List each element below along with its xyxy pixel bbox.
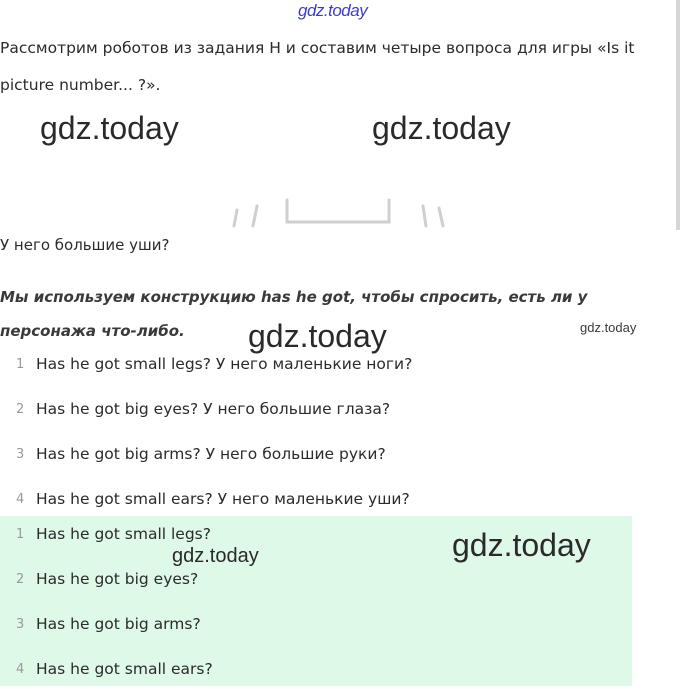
watermark-big-left: gdz.today xyxy=(40,110,179,146)
list-item-text: Has he got big arms? xyxy=(36,615,201,633)
list-item-number: 2 xyxy=(16,402,25,417)
intro-text: Рассмотрим роботов из задания H и составим четыре вопроса для игры «Is it picture number... ?». xyxy=(0,39,635,94)
scrollbar[interactable] xyxy=(676,0,680,230)
list-item-number: 3 xyxy=(16,617,25,632)
list-item-text: Has he got small ears? xyxy=(36,660,213,678)
list-item-text: Has he got big eyes? У него большие глаза? xyxy=(36,400,391,418)
watermark-small-right: gdz.today xyxy=(580,320,637,335)
list-item-text: Has he got big eyes? xyxy=(36,570,199,588)
list-item-text: Has he got big arms? У него большие руки? xyxy=(36,445,386,463)
list-item-number: 1 xyxy=(16,527,25,542)
watermark-box-middle: gdz.today xyxy=(172,545,259,567)
watermark-box-right: gdz.today xyxy=(452,527,591,563)
list-item-number: 1 xyxy=(16,357,25,372)
list-item-number: 4 xyxy=(16,492,25,507)
list-item-number: 3 xyxy=(16,447,25,462)
watermark-middle: gdz.today xyxy=(248,318,387,354)
robot-image-fragment xyxy=(225,196,455,234)
list-item-text: Has he got small ears? У него маленькие уши? xyxy=(36,490,410,508)
grammar-note: Мы используем конструкцию has he got, чтобы спросить, есть ли у персонажа что-либо. xyxy=(0,288,588,340)
watermark-big-right: gdz.today xyxy=(372,110,511,146)
list-item-text: Has he got small legs? У него маленькие ноги? xyxy=(36,355,413,373)
watermark-top: gdz.today xyxy=(298,1,368,20)
list-item-number: 2 xyxy=(16,572,25,587)
question-heading: У него большие уши? xyxy=(0,236,170,254)
list-item-number: 4 xyxy=(16,662,25,677)
list-item-text: Has he got small legs? xyxy=(36,525,211,543)
